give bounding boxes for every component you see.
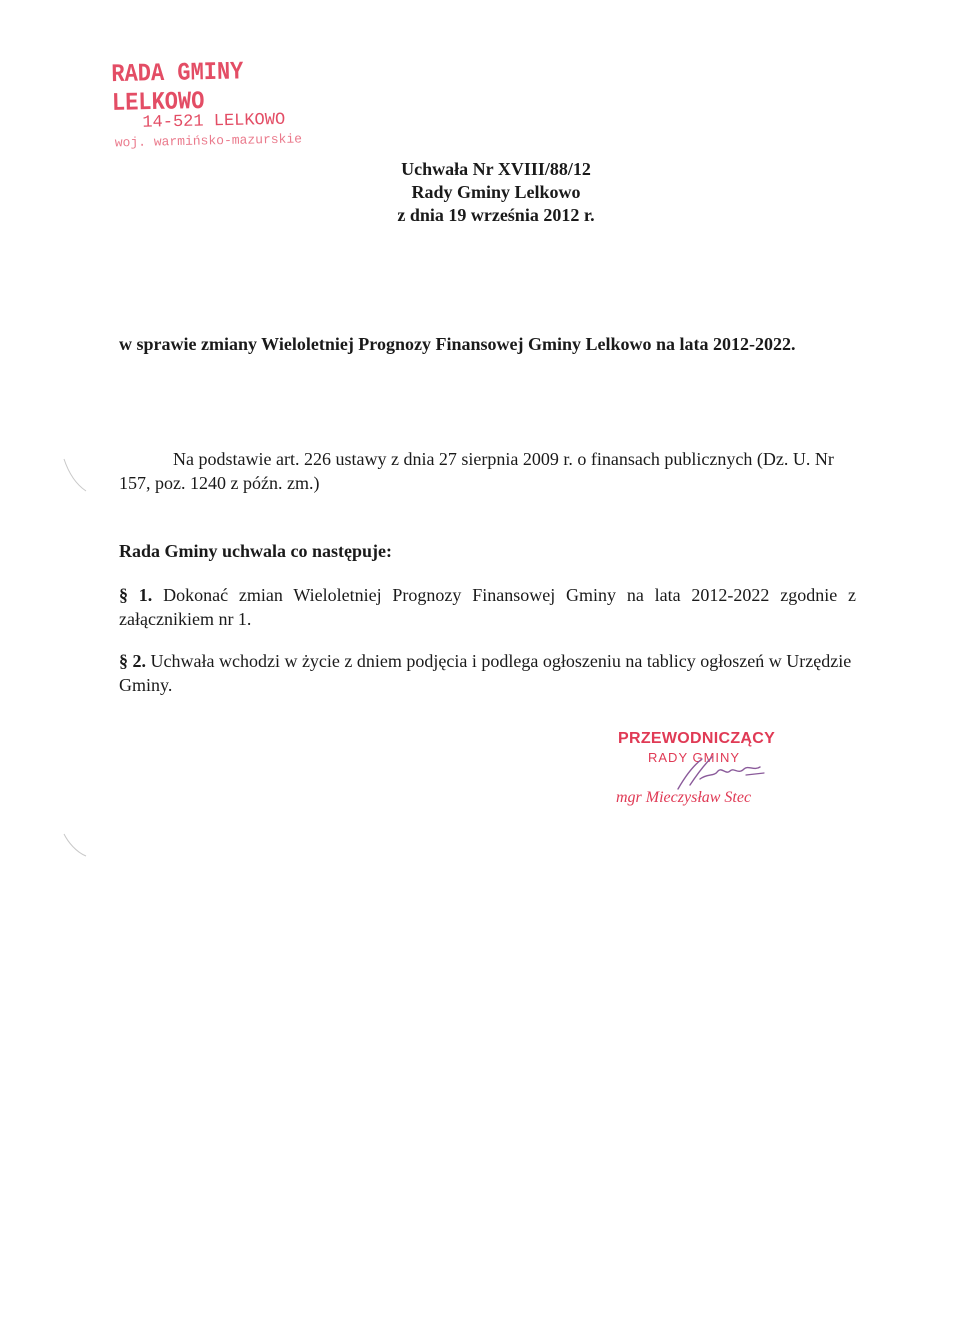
scan-mark-icon <box>60 455 90 495</box>
institution-stamp <box>111 56 343 151</box>
resolution-issuer: Rady Gminy Lelkowo <box>411 182 581 202</box>
resolution-title <box>0 158 960 227</box>
resolution-date: z dnia 19 września 2012 r. <box>397 205 595 225</box>
paragraph-2 <box>119 649 856 697</box>
stamp-line-region: woj. warmińsko-mazurskie <box>114 131 303 151</box>
resolution-number: Uchwała Nr XVIII/88/12 <box>401 159 591 179</box>
paragraph-number: § 2. <box>119 651 146 671</box>
legal-basis <box>119 447 856 495</box>
paragraph-text: Dokonać zmian Wieloletniej Prognozy Finansowej Gminy na lata 2012-2022 zgodnie z załącznikiem nr 1. <box>119 585 856 629</box>
signatory-name: mgr Mieczysław Stec <box>616 789 752 806</box>
signatory-role: PRZEWODNICZĄCY <box>618 730 776 747</box>
paragraph-1 <box>119 583 856 631</box>
paragraph-text: Uchwała wchodzi w życie z dniem podjęcia i podlega ogłoszeniu na tablicy ogłoszeń w Urzędzie Gminy. <box>119 651 852 695</box>
stamp-line-council: RADA GMINY LELKOWO <box>111 57 244 118</box>
signatory-org: RADY GMINY <box>648 750 741 765</box>
handwritten-signature-icon <box>672 755 782 795</box>
resolution-subject: w sprawie zmiany Wieloletniej Prognozy Finansowej Gminy Lelkowo na lata 2012-2022. <box>119 334 796 354</box>
legal-basis-text: Na podstawie art. 226 ustawy z dnia 27 sierpnia 2009 r. o finansach publicznych (Dz. U. Nr 157, poz. 1240 z późn. zm.) <box>119 449 834 493</box>
stamp-line-postal: 14-521 LELKOWO <box>142 110 286 133</box>
resolves-statement: Rada Gminy uchwala co następuje: <box>119 541 393 561</box>
paragraph-number: § 1. <box>119 585 153 605</box>
scan-mark-icon <box>60 830 90 860</box>
